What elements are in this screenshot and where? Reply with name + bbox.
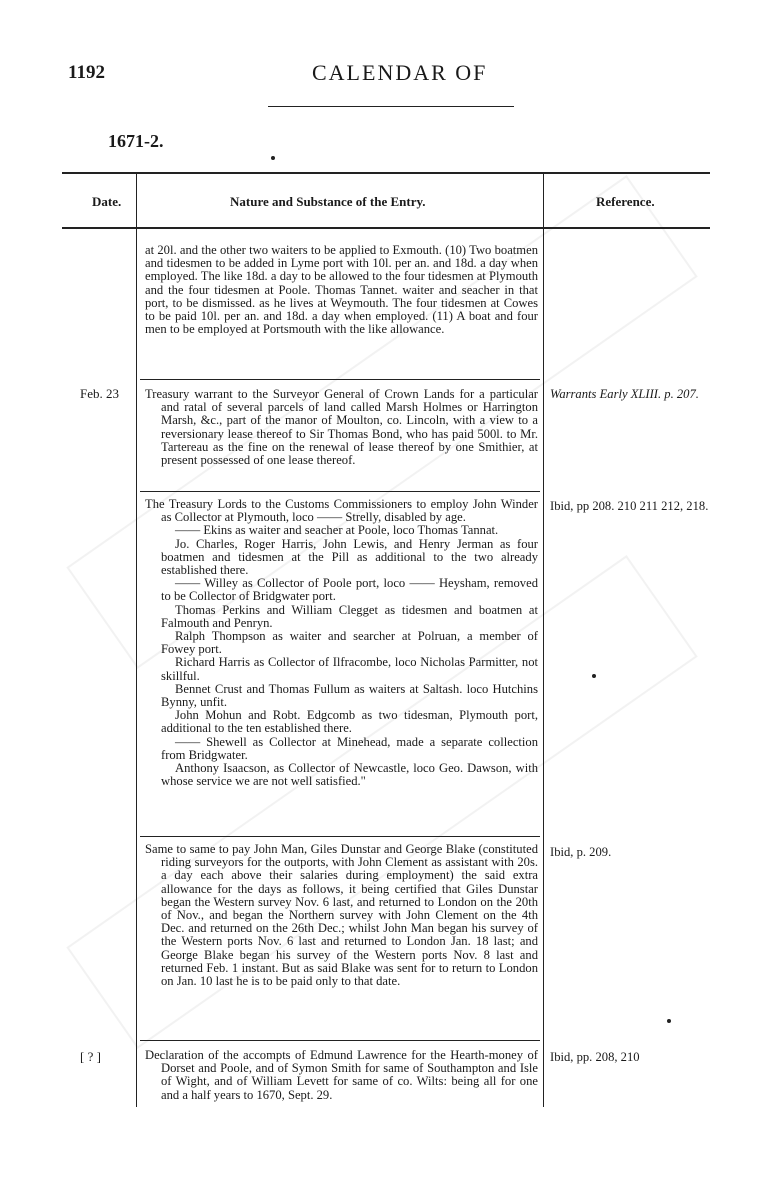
page-number: 1192 [68, 62, 105, 83]
entry-paragraph: Bennet Crust and Thomas Fullum as waiters at Saltash. loco Hutchins Bynny, unfit. [161, 681, 538, 710]
entry-reference [550, 500, 710, 514]
entry-paragraph: Declaration of the accompts of Edmund Lawrence for the Hearth-money of Dorset and Poole, and of Symon Smith for same of Southampton and Isle of Wight, and of William Levett for same of co. Wilts: being all for one and a half years to 1670, Sept. 29. [145, 1048, 538, 1102]
entry-paragraph: at 20l. and the other two waiters to be applied to Exmouth. (10) Two boatmen and tidesmen to be added in Lyme port with 10l. per an. and 18d. a day when employed. The like 18d. a day to be allowed to the four tidesmen at Plymouth and the four tidesmen at Poole. Thomas Tannet. waiter and seacher in that port, to be dismissed. as he lives at Weymouth. The four tidesmen at Cowes to be paid 10l. per an. and 18d. a day when employed. (11) A boat and four men to be employed at Portsmouth with the like allowance. [145, 243, 538, 337]
reference-text: Ibid, p. 209. [550, 845, 612, 859]
header-reference: Reference. [596, 194, 655, 209]
entry-reference [550, 1051, 710, 1065]
title-rule [268, 106, 514, 107]
entry-paragraph: —— Ekins as waiter and seacher at Poole, loco Thomas Tannat. [175, 523, 499, 538]
running-title: CALENDAR OF [312, 60, 488, 85]
entry-text [145, 244, 538, 336]
entry-paragraph: John Mohun and Robt. Edgcomb as two tidesman, Plymouth port, additional to the ten established there. [161, 708, 538, 736]
entry-reference [550, 846, 710, 860]
header-date: Date. [92, 194, 122, 209]
entry-paragraph: Treasury warrant to the Surveyor General of Crown Lands for a particular and ratal of several parcels of land called Marsh Holmes or Harrington Marsh, &c., part of the manor of Moulton, co. Lincoln, with a view to a reversionary lease thereof to Sir Thomas Bond, who has paid 500l. to Mr. Tartereau as the fine on the renewal of lease thereof by one Smithier, at present possessed of one lease thereof. [145, 387, 538, 468]
table-top-rule [62, 172, 710, 174]
entry-reference [550, 388, 710, 402]
header-nature: Nature and Substance of the Entry. [230, 194, 426, 209]
entry-paragraph: The Treasury Lords to the Customs Commissioners to employ John Winder as Collector at Plymouth, loco —— Strelly, disabled by age. [145, 497, 538, 525]
entry-paragraph: Ralph Thompson as waiter and searcher at Polruan, a member of Fowey port. [161, 629, 538, 657]
column-divider-1 [136, 174, 137, 1107]
column-divider-2 [543, 174, 544, 1107]
entry-divider [140, 1040, 540, 1041]
entry-text [145, 498, 538, 788]
entry-divider [140, 491, 540, 492]
table-header-rule [62, 227, 710, 229]
entry-paragraph: Thomas Perkins and William Clegget as tidesmen and boatmen at Falmouth and Penryn. [161, 602, 538, 630]
reference-text: Ibid, pp 208. 210 211 212, 218. [550, 499, 709, 513]
entry-paragraph: —— Shewell as Collector at Minehead, made a separate collection from Bridgwater. [161, 734, 538, 762]
entry-text [145, 1049, 538, 1102]
reference-text: Warrants Early XLIII. p. 207. [550, 387, 699, 401]
entry-date: Feb. 23 [80, 386, 119, 401]
year-heading: 1671-2. [108, 131, 164, 151]
entry-divider [140, 836, 540, 837]
entry-paragraph: —— Willey as Collector of Poole port, loco —— Heysham, removed to be Collector of Bridgwater port. [161, 576, 538, 604]
entry-divider [140, 379, 540, 380]
dot [667, 1019, 671, 1023]
reference-text: Ibid, pp. 208, 210 [550, 1050, 640, 1064]
dot [271, 156, 275, 160]
dot [592, 674, 596, 678]
entry-date: [ ? ] [80, 1049, 101, 1064]
entry-paragraph: Jo. Charles, Roger Harris, John Lewis, and Henry Jerman as four boatmen and tidesmen at the Pill as additional to the two already established there. [161, 536, 538, 578]
entry-paragraph: Same to same to pay John Man, Giles Dunstar and George Blake (constituted riding surveyors for the outports, with John Clement as assistant with 20s. a day each above their salaries during employment) the said extra allowance for the days as follows, it being certified that Giles Dunstar began the Western survey Nov. 6 last, and returned to London on the 20th of Nov., and began the Northern survey with John Clement on the 4th Dec. and returned on the 26th Dec.; whilst John Man began his survey of the Western ports Nov. 6 last and returned to London Jan. 18 last; and George Blake began his survey of the Western ports Nov. 8 last and returned Feb. 1 instant. But as said Blake was sent for to return to London on Jan. 10 last he is to be paid only to that date. [145, 842, 538, 989]
entry-text [145, 843, 538, 988]
entry-paragraph: Richard Harris as Collector of Ilfracombe, loco Nicholas Parmitter, not skillful. [161, 655, 538, 683]
entry-paragraph: Anthony Isaacson, as Collector of Newcastle, loco Geo. Dawson, with whose service we are not well satisfied." [161, 761, 538, 789]
entry-text [145, 388, 538, 467]
